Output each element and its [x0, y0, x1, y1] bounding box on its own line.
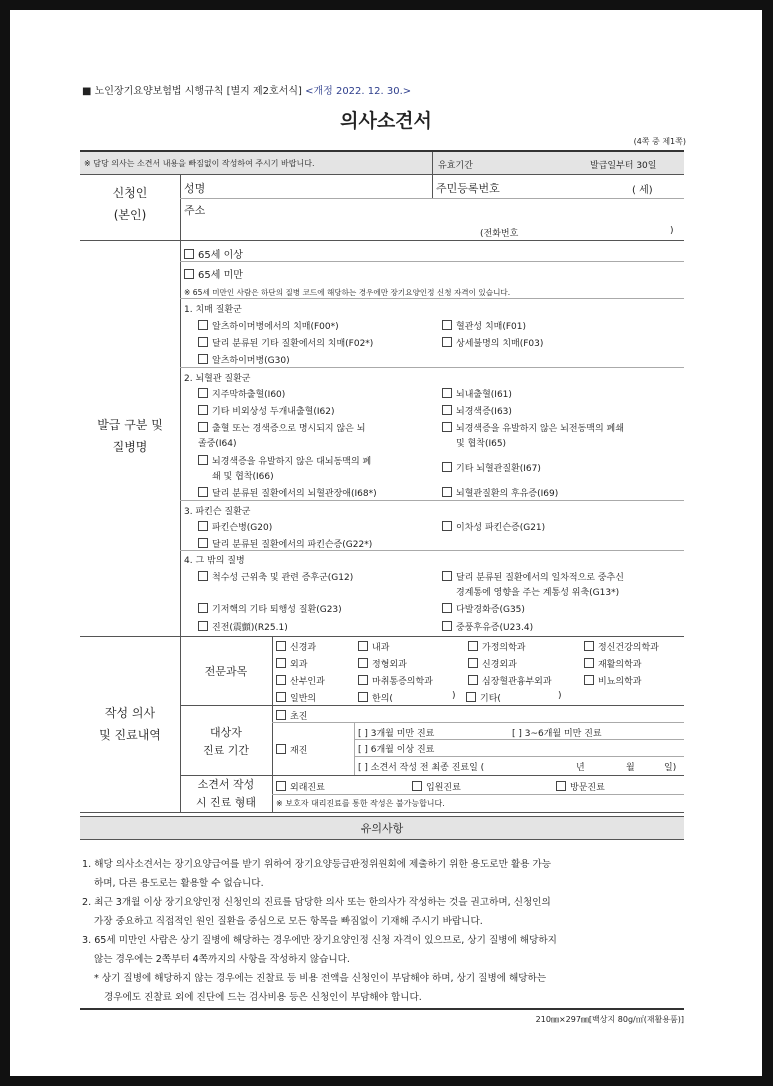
checkbox[interactable]: [442, 422, 452, 432]
form-type-label: 소견서 작성 시 진료 형태: [195, 778, 257, 809]
dx-g12[interactable]: [198, 570, 353, 583]
sp-urology[interactable]: [584, 674, 641, 687]
revisit-option[interactable]: [276, 743, 307, 756]
checkbox[interactable]: [358, 641, 368, 651]
sp-thoracic[interactable]: [468, 674, 552, 687]
dx-label: 기타 뇌혈관질환(I67): [456, 464, 541, 474]
dx-g13-cont: 경계통에 영향을 주는 계통성 위축(G13*): [456, 588, 620, 598]
option-label: 초진: [290, 712, 308, 722]
option-label: 입원진료: [426, 783, 461, 793]
last-visit-year: 년: [576, 763, 585, 773]
dx-g22[interactable]: [198, 537, 372, 550]
checkbox[interactable]: [198, 455, 208, 465]
period-3-6m[interactable]: [ ] 3~6개월 미만 진료: [512, 729, 602, 739]
specialty-name: 외과: [290, 660, 308, 670]
checkbox[interactable]: [198, 571, 208, 581]
dx-i60[interactable]: [198, 387, 285, 400]
notice-text: ※ 담당 의사는 소견서 내용을 빠짐없이 작성하여 주시기 바랍니다.: [84, 159, 315, 168]
sp-korean-close: ): [452, 691, 456, 701]
specialty-name: 신경외과: [482, 660, 517, 670]
checkbox[interactable]: [358, 658, 368, 668]
doctor-label: 작성 의사 및 진료내역: [99, 706, 161, 742]
sp-obgyn[interactable]: [276, 674, 325, 687]
dx-i66[interactable]: [198, 454, 371, 467]
specialty-name: 일반의: [290, 694, 317, 704]
phone-close: ): [670, 226, 674, 236]
checkbox[interactable]: [276, 658, 286, 668]
dx-label: 파킨슨병(G20): [212, 523, 273, 533]
last-visit-day: 일): [664, 763, 677, 773]
option-label: 외래진료: [290, 783, 325, 793]
checkbox[interactable]: [198, 521, 208, 531]
sp-family[interactable]: [468, 640, 525, 653]
caution-item-2: 2. 최근 3개월 이상 장기요양인정 신청인의 진료를 담당한 의사 또는 한의사가 작성하는 것을 권고하며, 신청인의: [82, 897, 551, 908]
checkbox[interactable]: [198, 405, 208, 415]
dx-g23[interactable]: [198, 602, 342, 615]
checkbox[interactable]: [276, 692, 286, 702]
sp-psychiatry[interactable]: [584, 640, 659, 653]
checkbox[interactable]: [442, 621, 452, 631]
specialty-name: 정신건강의학과: [598, 643, 659, 653]
square-bullet: ■: [82, 86, 92, 97]
group-parkinson-title: 3. 파킨슨 질환군: [184, 507, 251, 517]
dx-f03[interactable]: [442, 336, 543, 349]
checkbox[interactable]: [442, 388, 452, 398]
specialty-name: 재활의학과: [598, 660, 642, 670]
dx-label: 알츠하이머병(G30): [212, 356, 290, 366]
option-label: 65세 미만: [198, 270, 243, 281]
group-cerebrovascular-title: 2. 뇌혈관 질환군: [184, 374, 251, 384]
table-bottom-border: [80, 1008, 684, 1010]
checkbox[interactable]: [358, 692, 368, 702]
caution-item-4: * 상기 질병에 해당하지 않는 경우에는 진찰료 등 비용 전액을 신청인이 부담해야 하며, 상기 질병에 해당하는: [94, 973, 547, 984]
dx-g21[interactable]: [442, 520, 545, 533]
classification-label: 발급 구분 및 질병명: [97, 418, 163, 454]
checkbox[interactable]: [198, 603, 208, 613]
dx-f02[interactable]: [198, 336, 373, 349]
sp-other-close: ): [558, 691, 562, 701]
dx-label: 달리 분류된 질환에서의 일차적으로 중추신: [456, 573, 624, 583]
dx-label: 달리 분류된 질환에서의 파킨슨증(G22*): [212, 540, 373, 550]
dx-label: 뇌경색증을 유발하지 않은 뇌전동맥의 폐쇄: [456, 424, 624, 434]
checkbox[interactable]: [442, 320, 452, 330]
dx-label: 혈관성 치매(F01): [456, 322, 526, 332]
caution-item-2-cont: 가장 중요하고 직접적인 원인 질환을 중심으로 모든 항목을 빠짐없이 기재해 주시기 바랍니다.: [94, 916, 483, 927]
checkbox[interactable]: [276, 781, 286, 791]
checkbox[interactable]: [276, 641, 286, 651]
resident-number-field[interactable]: 주민등록번호: [436, 182, 500, 195]
checkbox[interactable]: [466, 692, 476, 702]
dx-label: 뇌경색증(I63): [456, 407, 512, 417]
specialty-name: 한의(: [372, 694, 393, 704]
checkbox[interactable]: [198, 388, 208, 398]
specialty-name: 심장혈관흉부외과: [482, 677, 552, 687]
dx-label: 기저핵의 기타 퇴행성 질환(G23): [212, 605, 342, 615]
home-visit-option[interactable]: [556, 780, 605, 793]
period-label: 대상자 진료 기간: [202, 726, 249, 757]
dx-g13[interactable]: [442, 570, 624, 583]
specialty-name: 신경과: [290, 643, 317, 653]
dx-g20[interactable]: [198, 520, 272, 533]
dx-i69[interactable]: [442, 486, 558, 499]
dx-i66-cont: 쇄 및 협착(I66): [212, 472, 274, 482]
option-label: 65세 이상: [198, 250, 243, 261]
sp-neurosurgery[interactable]: [468, 657, 517, 670]
dx-label: 척수성 근위축 및 관련 증후군(G12): [212, 573, 354, 583]
checkbox[interactable]: [584, 675, 594, 685]
dx-g35[interactable]: [442, 602, 525, 615]
sp-general[interactable]: [276, 691, 316, 704]
dx-label: 이차성 파킨슨증(G21): [456, 523, 546, 533]
checkbox[interactable]: [584, 658, 594, 668]
checkbox[interactable]: [412, 781, 422, 791]
checkbox[interactable]: [556, 781, 566, 791]
last-visit-date[interactable]: [ ] 소견서 작성 전 최종 진료일 (: [358, 763, 485, 773]
dx-u23[interactable]: [442, 620, 533, 633]
sp-rehab[interactable]: [584, 657, 641, 670]
dx-f01[interactable]: [442, 319, 526, 332]
dx-label: 다발경화증(G35): [456, 605, 525, 615]
dx-i64-cont: 졸중(I64): [198, 439, 237, 449]
sp-orthopedics[interactable]: [358, 657, 407, 670]
checkbox[interactable]: [198, 621, 208, 631]
dx-i68[interactable]: [198, 486, 377, 499]
caution-item-1-cont: 하며, 다른 용도로는 활용할 수 없습니다.: [94, 878, 264, 889]
checkbox[interactable]: [198, 354, 208, 364]
dx-label: 중풍후유증(U23.4): [456, 623, 534, 633]
revision-date: <개정 2022. 12. 30.>: [305, 86, 412, 97]
period-over-6m[interactable]: [ ] 6개월 이상 진료: [358, 745, 435, 755]
checkbox[interactable]: [468, 675, 478, 685]
specialty-name: 마취통증의학과: [372, 677, 433, 687]
caution-title: 유의사항: [360, 822, 404, 835]
checkbox[interactable]: [442, 405, 452, 415]
dx-label: 출혈 또는 경색증으로 명시되지 않은 뇌: [212, 424, 366, 434]
dx-label: 뇌혈관질환의 후유증(I69): [456, 489, 559, 499]
dx-i67[interactable]: [442, 461, 541, 474]
specialty-label: 전문과목: [204, 665, 248, 678]
dx-label: 알츠하이머병에서의 치매(F00*): [212, 322, 339, 332]
dx-label: 뇌내출혈(I61): [456, 390, 512, 400]
checkbox[interactable]: [198, 337, 208, 347]
caution-item-1: 1. 해당 의사소견서는 장기요양급여를 받기 위하여 장기요양등급판정위원회에 제출하기 위한 용도로만 활용 가능: [82, 859, 552, 870]
checkbox[interactable]: [442, 603, 452, 613]
sp-internal[interactable]: [358, 640, 389, 653]
sp-anesthesia[interactable]: [358, 674, 433, 687]
sp-other[interactable]: [466, 691, 501, 704]
age-under-65-option[interactable]: [184, 266, 243, 281]
dx-label: 달리 분류된 기타 질환에서의 치매(F02*): [212, 339, 374, 349]
sp-surgery[interactable]: [276, 657, 307, 670]
checkbox[interactable]: [198, 487, 208, 497]
checkbox[interactable]: [442, 337, 452, 347]
checkbox[interactable]: [468, 658, 478, 668]
law-text: 노인장기요양보험법 시행규칙 [별지 제2호서식]: [94, 86, 302, 97]
dx-r25[interactable]: [198, 620, 288, 633]
specialty-name: 정형외과: [372, 660, 407, 670]
specialty-name: 비뇨의학과: [598, 677, 642, 687]
caution-item-4-cont: 경우에도 진찰료 외에 진단에 드는 검사비용 등은 신청인이 부담해야 합니다.: [104, 992, 422, 1003]
caution-item-3: 3. 65세 미만인 사람은 상기 질병에 해당하는 경우에만 장기요양인정 신청 자격이 있으므로, 상기 질병에 해당하지: [82, 935, 557, 946]
checkbox[interactable]: [358, 675, 368, 685]
checkbox[interactable]: [276, 675, 286, 685]
checkbox[interactable]: [184, 269, 194, 279]
checkbox[interactable]: [184, 249, 194, 259]
form-page: [10, 10, 762, 1076]
dx-g30[interactable]: [198, 353, 290, 366]
applicant-label: 신청인 (본인): [112, 186, 148, 222]
checkbox[interactable]: [276, 744, 286, 754]
validity-label: 유효기간: [438, 161, 473, 171]
page-count: (4쪽 중 제1쪽): [633, 137, 686, 146]
dx-i63[interactable]: [442, 404, 512, 417]
checkbox[interactable]: [442, 571, 452, 581]
checkbox[interactable]: [198, 320, 208, 330]
last-visit-month: 월: [626, 763, 635, 773]
checkbox[interactable]: [584, 641, 594, 651]
outpatient-option[interactable]: [276, 780, 325, 793]
checkbox[interactable]: [468, 641, 478, 651]
checkbox[interactable]: [442, 487, 452, 497]
dx-label: 달리 분류된 질환에서의 뇌혈관장애(I68*): [212, 489, 377, 499]
age-field[interactable]: ( 세): [632, 185, 653, 196]
phone-field[interactable]: (전화번호: [480, 229, 519, 239]
dx-label: 상세불명의 치매(F03): [456, 339, 544, 349]
dx-label: 지주막하출혈(I60): [212, 390, 286, 400]
option-label: 방문진료: [570, 783, 605, 793]
name-field[interactable]: 성명: [184, 182, 206, 195]
specialty-name: 가정의학과: [482, 643, 526, 653]
dx-i65[interactable]: [442, 421, 624, 434]
group-dementia-title: 1. 치매 질환군: [184, 305, 242, 315]
law-reference: [82, 82, 411, 97]
dx-i65-cont: 및 협착(I65): [456, 439, 507, 449]
dx-label: 진전(震顫)(R25.1): [212, 623, 288, 633]
validity-value: 발급일부터 30일: [590, 161, 657, 171]
dx-label: 기타 비외상성 두개내출혈(I62): [212, 407, 335, 417]
age-over-65-option[interactable]: [184, 246, 243, 261]
checkbox[interactable]: [442, 462, 452, 472]
dx-label: 뇌경색증을 유발하지 않은 대뇌동맥의 폐: [212, 457, 372, 467]
address-field[interactable]: 주소: [184, 204, 206, 217]
checkbox[interactable]: [276, 710, 286, 720]
dx-f00[interactable]: [198, 319, 339, 332]
specialty-name: 산부인과: [290, 677, 325, 687]
period-under-3m[interactable]: [ ] 3개월 미만 진료: [358, 729, 435, 739]
dx-i61[interactable]: [442, 387, 512, 400]
option-label: 재진: [290, 746, 308, 756]
specialty-name: 기타(: [480, 694, 501, 704]
checkbox[interactable]: [198, 538, 208, 548]
checkbox[interactable]: [442, 521, 452, 531]
sp-neurology[interactable]: [276, 640, 316, 653]
dx-i62[interactable]: [198, 404, 335, 417]
proxy-note: ※ 보호자 대리진료를 통한 작성은 불가능합니다.: [276, 799, 445, 808]
checkbox[interactable]: [198, 422, 208, 432]
caution-item-3-cont: 않는 경우에는 2쪽부터 4쪽까지의 사항을 작성하지 않습니다.: [94, 954, 350, 965]
paper-spec: 210㎜×297㎜[백상지 80g/㎡(재활용품)]: [535, 1015, 684, 1024]
specialty-name: 내과: [372, 643, 390, 653]
under-65-note: ※ 65세 미만인 사람은 하단의 질병 코드에 해당하는 경우에만 장기요양인정 신청 자격이 있습니다.: [184, 288, 511, 297]
form-title: 의사소견서: [340, 110, 432, 132]
dx-i64[interactable]: [198, 421, 365, 434]
first-visit-option[interactable]: [276, 709, 307, 722]
group-other-title: 4. 그 밖의 질병: [184, 556, 245, 566]
inpatient-option[interactable]: [412, 780, 461, 793]
sp-korean[interactable]: [358, 691, 393, 704]
